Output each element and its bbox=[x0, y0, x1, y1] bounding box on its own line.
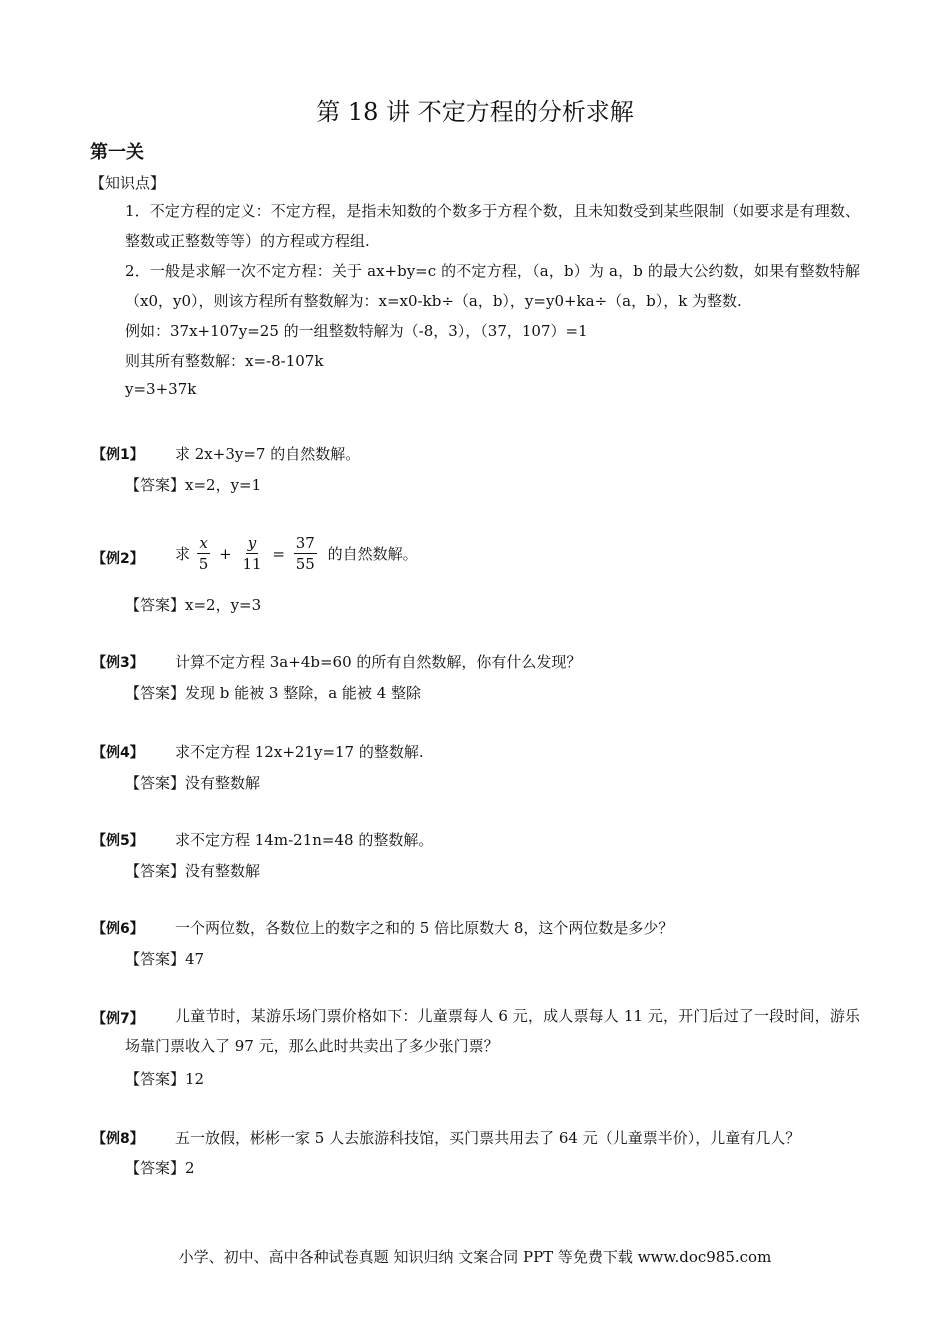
example-1-label: 【例1】 bbox=[92, 447, 144, 463]
example-2-prefix: 求 bbox=[175, 545, 191, 563]
fraction-y-over-11 bbox=[240, 534, 263, 573]
knowledge-solution-x: 则其所有整数解：x=-8-107k bbox=[125, 352, 324, 370]
page-footer: 小学、初中、高中各种试卷真题 知识归纳 文案合同 PPT 等免费下载 www.doc985.com bbox=[178, 1248, 772, 1266]
section-heading: 第一关 bbox=[90, 142, 144, 163]
example-7-label: 【例7】 bbox=[92, 1011, 144, 1027]
knowledge-solution-y: y=3+37k bbox=[125, 380, 197, 398]
fraction-denominator: 5 bbox=[198, 555, 209, 573]
example-3-label: 【例3】 bbox=[92, 655, 144, 671]
example-8-question: 五一放假，彬彬一家 5 人去旅游科技馆，买门票共用去了 64 元（儿童票半价），儿童有几人？ bbox=[175, 1129, 801, 1147]
example-2-suffix: 的自然数解。 bbox=[327, 545, 418, 563]
example-4-question: 求不定方程 12x+21y=17 的整数解. bbox=[175, 743, 424, 761]
example-5-question: 求不定方程 14m-21n=48 的整数解。 bbox=[175, 831, 434, 849]
example-2-answer: 【答案】x=2，y=3 bbox=[125, 596, 262, 614]
example-2-label: 【例2】 bbox=[92, 551, 144, 567]
fraction-37-over-55 bbox=[294, 534, 317, 573]
fraction-numerator: x bbox=[199, 534, 208, 552]
example-2-question bbox=[175, 534, 418, 573]
example-8-label: 【例8】 bbox=[92, 1131, 144, 1147]
plus-sign: + bbox=[219, 544, 232, 563]
knowledge-method: 2．一般是求解一次不定方程：关于 ax+by=c 的不定方程，（a，b）为 a，b 的最大公约数，如果有整数特解（x0，y0），则该方程所有整数解为：x=x0-kb÷（a，b），y=y0+ka÷（a，b），k 为整数. bbox=[125, 262, 860, 310]
fraction-denominator: 11 bbox=[242, 555, 262, 573]
knowledge-label: 【知识点】 bbox=[90, 174, 166, 192]
example-6-question: 一个两位数，各数位上的数字之和的 5 倍比原数大 8，这个两位数是多少？ bbox=[175, 919, 674, 937]
fraction-denominator: 55 bbox=[295, 555, 315, 573]
knowledge-definition: 1．不定方程的定义：不定方程，是指未知数的个数多于方程个数，且未知数受到某些限制（如要求是有理数、整数或正整数等等）的方程或方程组. bbox=[125, 202, 860, 250]
fraction-numerator: y bbox=[247, 534, 257, 552]
example-6-answer: 【答案】47 bbox=[125, 950, 205, 968]
example-1-answer: 【答案】x=2，y=1 bbox=[125, 476, 262, 494]
example-4-answer: 【答案】没有整数解 bbox=[125, 774, 261, 792]
example-7-answer: 【答案】12 bbox=[125, 1070, 205, 1088]
example-7-question: 儿童节时，某游乐场门票价格如下：儿童票每人 6 元，成人票每人 11 元，开门后过了一段时间，游乐场靠门票收入了 97 元，那么此时共卖出了多少张门票？ bbox=[125, 1007, 860, 1055]
example-1-question: 求 2x+3y=7 的自然数解。 bbox=[175, 445, 361, 463]
example-5-answer: 【答案】没有整数解 bbox=[125, 862, 261, 880]
equals-sign: = bbox=[272, 544, 285, 563]
fraction-x-over-5 bbox=[197, 534, 211, 573]
fraction-numerator: 37 bbox=[295, 534, 315, 552]
example-6-label: 【例6】 bbox=[92, 921, 144, 937]
example-4-label: 【例4】 bbox=[92, 745, 144, 761]
example-5-label: 【例5】 bbox=[92, 833, 144, 849]
example-8-answer: 【答案】2 bbox=[125, 1159, 195, 1177]
knowledge-example: 例如：37x+107y=25 的一组整数特解为（-8，3），（37，107）=1 bbox=[125, 322, 588, 340]
page-title: 第 18 讲 不定方程的分析求解 bbox=[316, 98, 634, 126]
example-3-question: 计算不定方程 3a+4b=60 的所有自然数解，你有什么发现？ bbox=[175, 653, 582, 671]
example-3-answer: 【答案】发现 b 能被 3 整除，a 能被 4 整除 bbox=[125, 684, 422, 702]
